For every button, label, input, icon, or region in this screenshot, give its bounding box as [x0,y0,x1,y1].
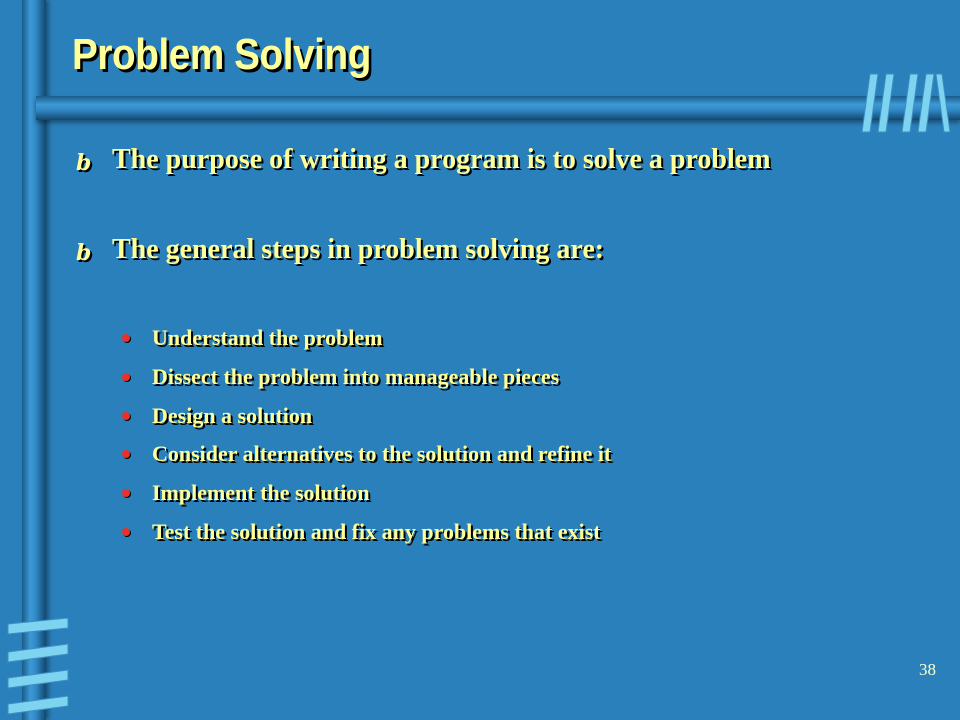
bullet-dot-icon [122,334,130,342]
bullet-dot-icon [122,450,130,458]
bullet-item [76,234,604,266]
page-number: 38 [919,660,936,679]
bullet-dot-icon [122,412,130,420]
step-item [122,364,559,390]
step-item [122,403,312,429]
step-text: Test the solution and fix any problems that exist [152,519,601,544]
step-text: Understand the problem [152,325,383,350]
slanted-stripes-icon [860,72,952,134]
step-item [122,480,370,506]
step-item [122,441,611,467]
bullet-item [76,144,771,176]
bullet-dot-icon [122,373,130,381]
bullet-dot-icon [122,528,130,536]
bullet-marker: b [76,240,92,266]
bullet-marker: b [76,150,92,176]
step-text: Implement the solution [152,480,370,505]
step-text: Design a solution [152,403,313,428]
slanted-stripes-icon [4,618,70,718]
bullet-dot-icon [122,489,130,497]
bullet-text: The general steps in problem solving are: [112,234,605,265]
step-text: Dissect the problem into manageable pieces [152,364,560,389]
title-underline-bar [36,96,960,120]
step-item [122,325,383,351]
bullet-text: The purpose of writing a program is to solve a problem [112,144,771,175]
step-text: Consider alternatives to the solution and refine it [152,441,612,466]
step-item [122,519,601,545]
slide-title: Problem Solving [72,30,371,79]
